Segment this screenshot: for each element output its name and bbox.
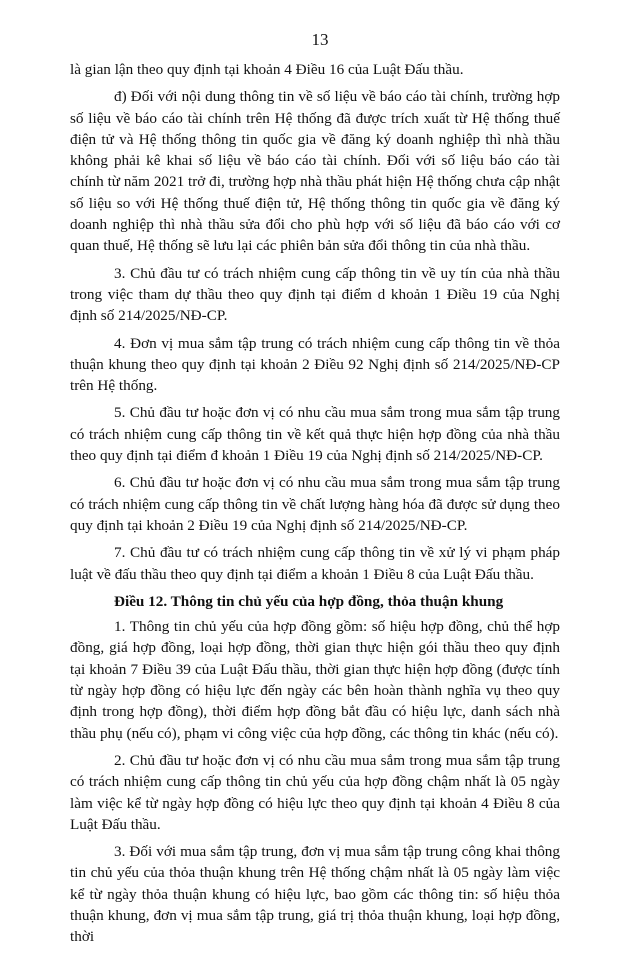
paragraph-item-dd: đ) Đối với nội dung thông tin về số liệu về báo cáo tài chính, trường hợp số liệu về báo cáo tài chính trên Hệ thống đã được trích xuất từ Hệ thống thuế điện tử và Hệ thống thông tin quốc gia về đăng ký doanh nghiệp thì nhà thầu không phải kê khai số liệu về báo cáo tài chính. Đối với số liệu báo cáo tài chính từ năm 2021 trở đi, trường hợp nhà thầu phát hiện Hệ thống chưa cập nhật số liệu so với Hệ thống thuế điện tử, Hệ thống thông tin quốc gia về đăng ký doanh nghiệp thì nhà thầu sửa đổi cho phù hợp với số liệu đã báo cáo với cơ quan thuế, Hệ thống sẽ lưu lại các phiên bản sửa đổi thông tin của nhà thầu. <box>70 88 560 255</box>
article-12-clause-3: 3. Đối với mua sắm tập trung, đơn vị mua sắm tập trung công khai thông tin chủ yếu của thỏa thuận khung trên Hệ thống chậm nhất là 05 ngày làm việc kể từ ngày thỏa thuận khung có hiệu lực, bao gồm các thông tin: số hiệu thỏa thuận khung, đơn vị mua sắm tập trung, giá trị thỏa thuận khung, loại hợp đồng, thời <box>70 843 560 946</box>
paragraph-item-7: 7. Chủ đầu tư có trách nhiệm cung cấp thông tin về xử lý vi phạm pháp luật về đấu thầu theo quy định tại điểm a khoản 1 Điều 8 của Luật Đấu thầu. <box>70 544 560 583</box>
paragraph-item-3: 3. Chủ đầu tư có trách nhiệm cung cấp thông tin về uy tín của nhà thầu trong việc tham dự thầu theo quy định tại điểm d khoản 1 Điều 19 của Nghị định số 214/2025/NĐ-CP. <box>70 264 560 325</box>
paragraph-item-6: 6. Chủ đầu tư hoặc đơn vị có nhu cầu mua sắm trong mua sắm tập trung có trách nhiệm cung cấp thông tin về chất lượng hàng hóa đã được sử dụng theo quy định tại khoản 2 Điều 19 của Nghị định số 214/2025/NĐ-CP. <box>70 474 560 534</box>
paragraph-item-4: 4. Đơn vị mua sắm tập trung có trách nhiệm cung cấp thông tin về thỏa thuận khung theo quy định tại khoản 2 Điều 92 Nghị định số 214/2025/NĐ-CP trên Hệ thống. <box>70 334 560 395</box>
paragraph-continuation: là gian lận theo quy định tại khoản 4 Điều 16 của Luật Đấu thầu. <box>70 61 464 78</box>
article-12-clause-1: 1. Thông tin chủ yếu của hợp đồng gồm: số hiệu hợp đồng, chủ thể hợp đồng, giá hợp đồng, loại hợp đồng, thời gian thực hiện gói thầu theo quy định tại khoản 7 Điều 39 của Luật Đấu thầu, thời gian thực hiện hợp đồng (được tính từ ngày hợp đồng có hiệu lực đến ngày các bên hoàn thành nghĩa vụ theo quy định trong hợp đồng), thời điểm hợp đồng bắt đầu có hiệu lực, danh sách nhà thầu phụ (nếu có), phạm vi công việc của hợp đồng, các thông tin khác (nếu có). <box>70 618 560 742</box>
page-number: 13 <box>311 30 329 49</box>
document-body <box>70 59 560 954</box>
article-12-heading: Điều 12. Thông tin chủ yếu của hợp đồng, thỏa thuận khung <box>114 592 504 610</box>
article-12-clause-2: 2. Chủ đầu tư hoặc đơn vị có nhu cầu mua sắm trong mua sắm tập trung có trách nhiệm cung cấp thông tin chủ yếu của hợp đồng chậm nhất là 05 ngày làm việc kể từ ngày hợp đồng có hiệu lực theo quy định tại khoản 4 Điều 8 của Luật Đấu thầu. <box>70 751 560 833</box>
paragraph-item-5: 5. Chủ đầu tư hoặc đơn vị có nhu cầu mua sắm trong mua sắm tập trung có trách nhiệm cung cấp thông tin về kết quả thực hiện hợp đồng của nhà thầu theo quy định tại điểm đ khoản 1 Điều 19 của Nghị định số 214/2025/NĐ-CP. <box>70 404 560 465</box>
